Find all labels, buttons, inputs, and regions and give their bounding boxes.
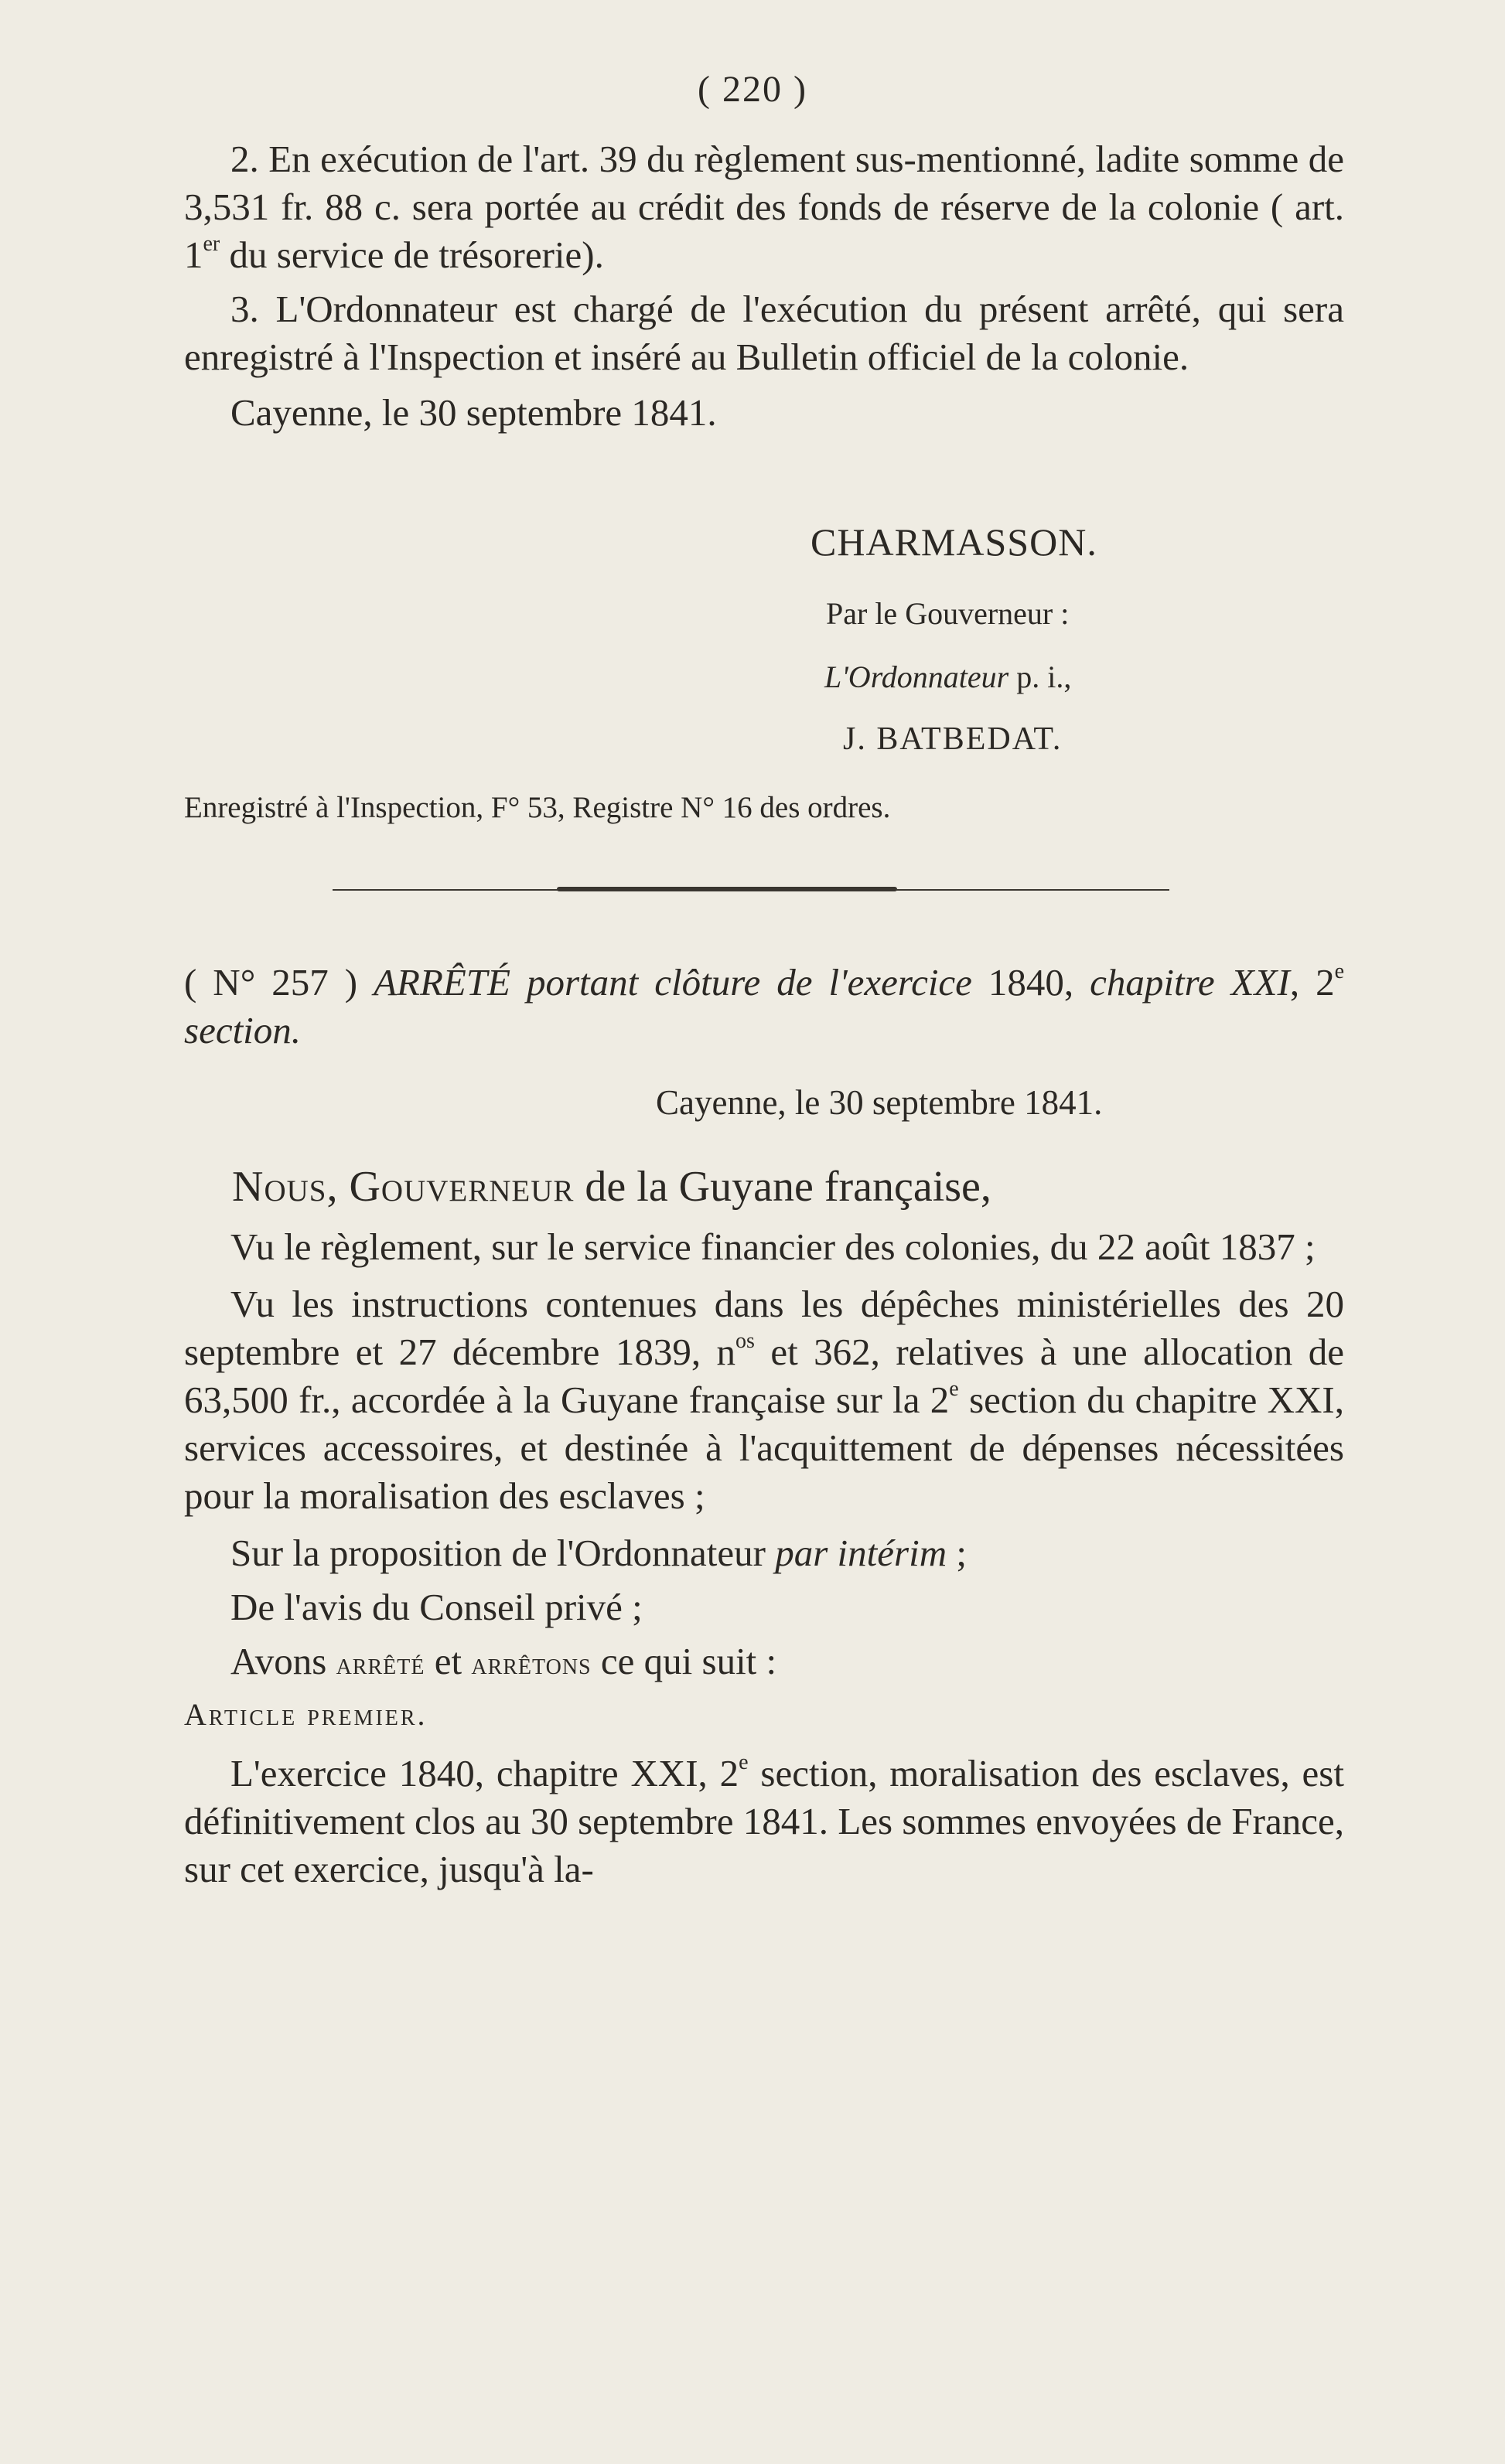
avons-arrete (184, 1638, 1344, 1688)
governor-signature: CHARMASSON. (811, 520, 1097, 564)
article-heading: Article premier. (184, 1697, 428, 1732)
decree-body (184, 1160, 1344, 1893)
article-1-lead: L'exercice 1840, chapitre XXI, 2 (230, 1752, 739, 1794)
decree-title-sep: , 2 (1289, 961, 1335, 1004)
ordonnateur-suffix: p. i., (1008, 659, 1072, 694)
considerant-avis: De l'avis du Conseil privé ; (230, 1586, 643, 1628)
article-1-text (184, 1750, 1344, 1893)
ordonnateur-line (824, 659, 1071, 695)
decree-title-text: ARRÊTÉ portant clôture de l'exercice (374, 961, 972, 1004)
instructions-text-3: section du chapitre XXI, services accessoires, et destinée à l'acquittement de dépenses nécessitées pour la moralisation des esclaves ; (184, 1379, 1344, 1517)
superscript: er (203, 232, 220, 256)
proposition-text: Sur la proposition de l'Ordonnateur (230, 1532, 776, 1574)
superscript: e (739, 1750, 749, 1774)
decree-257 (184, 959, 1344, 1055)
proposition-end: ; (947, 1532, 967, 1574)
opening-line (232, 1160, 1344, 1214)
instructions-text-2: et 362, relatives à une allocation de 63,500 fr., accordée à la Guyane française sur la 2 (184, 1331, 1344, 1421)
decree-title-chapter: chapitre XXI (1073, 961, 1290, 1004)
avons-text: Avons (230, 1640, 336, 1682)
par-le-gouverneur: Par le Gouverneur : (826, 596, 1070, 631)
decree-title (184, 959, 1344, 1055)
article-2-text-tail: du service de trésorerie). (220, 233, 604, 276)
superscript: e (949, 1377, 959, 1401)
par-interim: par intérim (775, 1532, 947, 1574)
article-1-tail: section, moralisation des esclaves, est définitivement clos au 30 septembre 1841. Les sommes envoyées de France, sur cet exercice, jusqu'à la- (184, 1752, 1344, 1890)
section-divider-thick (557, 887, 897, 891)
decree-title-section: section. (184, 1009, 302, 1051)
registration-note: Enregistré à l'Inspection, F° 53, Registre N° 16 des ordres. (184, 791, 891, 824)
opening-gouverneur: Gouverneur (349, 1163, 575, 1211)
article-2-paragraph (184, 135, 1344, 279)
superscript: os (735, 1329, 755, 1353)
article-3-paragraph: 3. L'Ordonnateur est chargé de l'exécution du présent arrêté, qui sera enregistré à l'Inspection et inséré au Bulletin officiel de la colonie. (184, 288, 1344, 378)
avons-arrete-word: arrêté (336, 1646, 425, 1681)
avons-end: ce qui suit : (591, 1640, 777, 1682)
opening-nous: Nous, (232, 1163, 339, 1211)
previous-decree-end (184, 135, 1344, 437)
avons-arretons-word: arrêtons (471, 1646, 592, 1681)
opening-rest: de la Guyane française, (574, 1163, 991, 1211)
instructions-text: Vu les instructions contenues dans les dépêches ministérielles des 20 septembre et 27 décembre 1839, n (184, 1283, 1344, 1373)
countersignature: J. BATBEDAT. (843, 721, 1063, 757)
article-2-text: 2. En exécution de l'art. 39 du règlement sus-mentionné, ladite somme de 3,531 fr. 88 c. sera portée au crédit des fonds de réserve de la colonie ( art. 1 (184, 138, 1344, 276)
avons-mid: et (425, 1640, 472, 1682)
decree-number: ( N° 257 ) (184, 961, 358, 1004)
considerant-proposition (184, 1529, 1344, 1577)
decree-title-year: 1840, (971, 961, 1074, 1004)
considerant-instructions (184, 1280, 1344, 1520)
decree-date: Cayenne, le 30 septembre 1841. (656, 1083, 1103, 1122)
superscript: e (1334, 959, 1345, 983)
signing-date: Cayenne, le 30 septembre 1841. (230, 391, 717, 434)
ordonnateur-label: L'Ordonnateur (824, 659, 1009, 694)
considerant-reglement: Vu le règlement, sur le service financier des colonies, du 22 août 1837 ; (230, 1225, 1316, 1268)
page-number: ( 220 ) (698, 69, 807, 110)
